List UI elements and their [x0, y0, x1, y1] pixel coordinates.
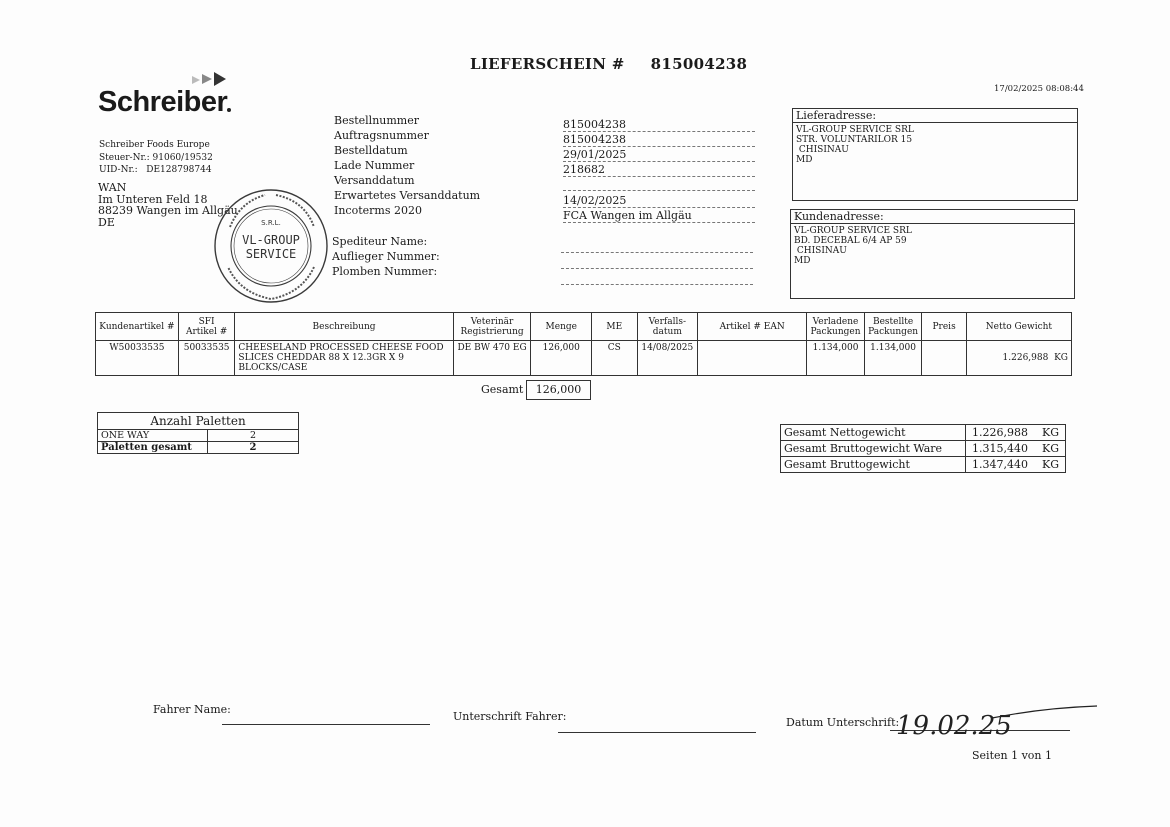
- address-line: DE: [98, 215, 115, 229]
- col-header: Artikel # EAN: [698, 313, 807, 341]
- pallet-label: ONE WAY: [98, 430, 208, 442]
- col-header: Menge: [531, 313, 592, 341]
- weights-table: [780, 424, 1066, 473]
- col-header: ME: [592, 313, 637, 341]
- weight-value: [966, 441, 1066, 457]
- pallets-title: Anzahl Paletten: [98, 413, 299, 430]
- cell-menge: 126,000: [531, 341, 592, 376]
- tax-label: Steuer-Nr.:: [99, 152, 150, 163]
- cell-me: CS: [592, 341, 637, 376]
- stamp-srl: S.R.L.: [261, 219, 281, 227]
- weight-label: Gesamt Nettogewicht: [781, 425, 966, 441]
- pallet-label: Paletten gesamt: [98, 442, 208, 454]
- items-table: [95, 312, 1072, 376]
- carrier-label: Auflieger Nummer:: [332, 250, 440, 263]
- address-line: MD: [796, 155, 813, 165]
- weight-value: [966, 425, 1066, 441]
- weight-number: 1.315,440: [972, 442, 1028, 455]
- document-number: 815004238: [650, 55, 748, 73]
- uid-label: UID-Nr.:: [99, 165, 138, 175]
- col-header: Verfalls-datum: [637, 313, 698, 341]
- carrier-line: [561, 268, 753, 269]
- title-label: LIEFERSCHEIN #: [470, 55, 625, 73]
- order-label: Versanddatum: [334, 174, 415, 187]
- weight-label: Gesamt Bruttogewicht Ware: [781, 441, 966, 457]
- order-label: Auftragsnummer: [334, 129, 429, 142]
- order-label: Bestelldatum: [334, 144, 408, 157]
- stamp-line1: VL-GROUP: [242, 233, 300, 247]
- delivery-address-title: Lieferadresse:: [793, 109, 1077, 123]
- table-header-row: [96, 313, 1072, 341]
- weight-number: 1.226,988: [972, 426, 1028, 439]
- driver-name-line[interactable]: [222, 724, 430, 725]
- carrier-labels: [332, 234, 440, 279]
- page-count: Seiten 1 von 1: [972, 749, 1052, 762]
- cell-bestellt: 1.134,000: [864, 341, 922, 376]
- cell-preis: [922, 341, 966, 376]
- order-label: Incoterms 2020: [334, 204, 422, 217]
- address-line: CHISINAU: [796, 145, 849, 155]
- cell-netto: 1.226,988 KG: [966, 341, 1071, 376]
- weight-value: [966, 457, 1066, 473]
- carrier-label: Spediteur Name:: [332, 235, 428, 248]
- weight-label: Gesamt Bruttogewicht: [781, 457, 966, 473]
- order-label: Erwartetes Versanddatum: [334, 189, 481, 202]
- address-line: Im Unteren Feld 18: [98, 192, 208, 206]
- col-header: Verladene Packungen: [807, 313, 865, 341]
- driver-signature-label: Unterschrift Fahrer:: [453, 710, 567, 723]
- address-line: BD. DECEBAL 6/4 AP 59: [794, 236, 907, 246]
- customer-address-title: Kundenadresse:: [791, 210, 1074, 224]
- cell-kundenartikel: W50033535: [96, 341, 179, 376]
- uid-value: DE128798744: [146, 165, 212, 175]
- order-labels: [334, 113, 480, 218]
- address-line: VL-GROUP SERVICE SRL: [794, 226, 912, 236]
- handwritten-date: [892, 698, 1102, 748]
- cell-beschreibung: CHEESELAND PROCESSED CHEESE FOOD SLICES CHEDDAR 88 X 12.3GR X 9 BLOCKS/CASE: [235, 341, 453, 376]
- order-value: 815004238: [563, 118, 755, 132]
- logo-dot: [227, 108, 231, 112]
- total-value: 126,000: [526, 380, 591, 400]
- col-header: Kundenartikel #: [96, 313, 179, 341]
- weight-unit: KG: [1041, 426, 1059, 439]
- order-value: [563, 178, 755, 191]
- address-line: STR. VOLUNTARILOR 15: [796, 135, 913, 145]
- carrier-label: Plomben Nummer:: [332, 265, 438, 278]
- carrier-line: [561, 284, 753, 285]
- company-logo: Schreiber: [98, 86, 228, 118]
- order-label: Lade Nummer: [334, 159, 415, 172]
- cell-veterinaer: DE BW 470 EG: [453, 341, 531, 376]
- document-title: [470, 55, 747, 73]
- company-name: Schreiber Foods Europe: [99, 140, 210, 150]
- cell-sfi: 50033535: [178, 341, 235, 376]
- address-line: CHISINAU: [794, 246, 847, 256]
- address-line: 88239 Wangen im Allgäu: [98, 204, 238, 217]
- weight-unit: KG: [1041, 458, 1059, 471]
- driver-name-label: Fahrer Name:: [153, 703, 231, 716]
- pallet-value: 2: [208, 430, 299, 442]
- cell-verladen: 1.134,000: [807, 341, 865, 376]
- col-header: SFI Artikel #: [178, 313, 235, 341]
- order-value: 815004238: [563, 133, 755, 147]
- weight-unit: KG: [1041, 442, 1059, 455]
- print-timestamp: 17/02/2025 08:08:44: [994, 84, 1084, 94]
- handwritten-date-text: 19.02.25: [896, 711, 1012, 741]
- weight-number: 1.347,440: [972, 458, 1028, 471]
- tax-id: 91060/19532: [152, 152, 213, 163]
- order-value: 14/02/2025: [563, 194, 755, 208]
- order-label: Bestellnummer: [334, 114, 420, 127]
- pallet-value: 2: [208, 442, 299, 454]
- driver-signature-line[interactable]: [558, 732, 756, 733]
- order-value: 218682: [563, 163, 755, 177]
- col-header: Netto Gewicht: [966, 313, 1071, 341]
- table-row: [96, 341, 1072, 376]
- col-header: Bestellte Packungen: [864, 313, 922, 341]
- col-header: Preis: [922, 313, 966, 341]
- pallets-table: [97, 412, 299, 454]
- company-stamp: [210, 187, 332, 305]
- delivery-address-box: [792, 108, 1078, 201]
- address-line: VL-GROUP SERVICE SRL: [796, 125, 914, 135]
- col-header: Beschreibung: [235, 313, 453, 341]
- sender-details: [99, 139, 213, 177]
- col-header: Veterinär Registrierung: [453, 313, 531, 341]
- customer-address-box: [790, 209, 1075, 299]
- carrier-line: [561, 252, 753, 253]
- total-label: Gesamt: [481, 383, 524, 396]
- cell-ean: [698, 341, 807, 376]
- address-line: WAN: [98, 181, 127, 194]
- order-value: FCA Wangen im Allgäu: [563, 209, 755, 223]
- stamp-line2: SERVICE: [245, 247, 297, 261]
- address-line: MD: [794, 256, 811, 266]
- order-value: 29/01/2025: [563, 148, 755, 162]
- cell-verfall: 14/08/2025: [637, 341, 698, 376]
- date-signature-label: Datum Unterschrift:: [786, 716, 900, 729]
